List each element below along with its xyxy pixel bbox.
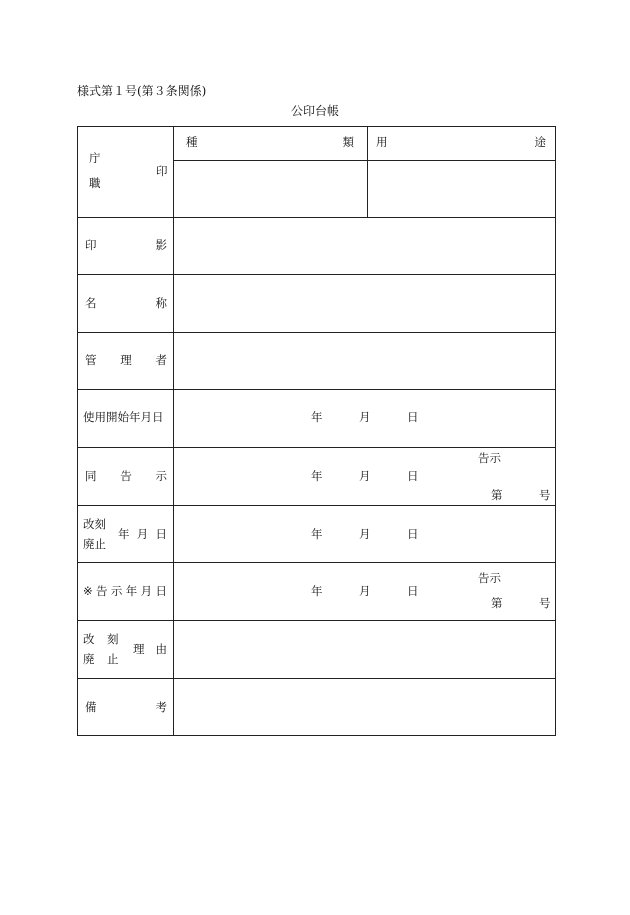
row-label-remarks xyxy=(85,702,167,714)
notice-char-3: 示 xyxy=(155,469,167,483)
rev-date-haishi-tomeru xyxy=(83,539,106,551)
nd-kokuji-label: 告示 xyxy=(478,571,501,585)
reason-label xyxy=(133,644,167,656)
notice-date-char-3: 示 xyxy=(110,584,123,598)
row-label-revision-reason xyxy=(77,620,173,678)
start-day-label: 日 xyxy=(407,410,419,424)
form-number: 様式第１号(第３条関係) xyxy=(77,84,207,98)
rev-date-char-3: 日 xyxy=(155,527,167,541)
office-seal-shoku: 職 xyxy=(89,176,101,190)
manager-char-3: 者 xyxy=(155,353,167,367)
row-label-revision-date xyxy=(77,505,173,562)
nd-day-label: 日 xyxy=(407,584,419,598)
seal-type-cell[interactable] xyxy=(174,161,367,217)
col-header-use xyxy=(376,137,546,149)
reason-kai: 改 xyxy=(83,632,95,646)
name-cell[interactable] xyxy=(174,275,555,332)
rev-date-kai-koku xyxy=(83,519,106,531)
reason-char-1: 理 xyxy=(133,642,145,656)
rev-date-label xyxy=(118,529,167,541)
row-label-manager xyxy=(85,355,167,367)
rev-koku: 刻 xyxy=(94,517,106,531)
manager-char-1: 管 xyxy=(85,353,97,367)
notice-go-label: 号 xyxy=(539,488,551,502)
rev-date-char-2: 月 xyxy=(136,527,149,541)
row-label-notice-date xyxy=(83,586,167,598)
manager-cell[interactable] xyxy=(174,333,555,389)
notice-char-2: 告 xyxy=(120,469,132,483)
reason-haishi: 廃 xyxy=(83,652,95,666)
notice-dai-label: 第 xyxy=(491,488,503,502)
rev-year-label: 年 xyxy=(311,527,323,541)
impression-char-1: 印 xyxy=(85,238,97,252)
notice-date-char-2: 告 xyxy=(96,584,108,598)
nd-month-label: 月 xyxy=(359,584,371,598)
start-year-label: 年 xyxy=(311,410,323,424)
office-seal-cho: 庁 xyxy=(89,151,101,165)
nd-dai-label: 第 xyxy=(491,596,503,610)
notice-date-char-6: 日 xyxy=(155,584,167,598)
reason-tomeru: 止 xyxy=(107,652,119,666)
notice-date-char-1: ※ xyxy=(83,584,93,598)
seal-use-cell[interactable] xyxy=(368,161,555,217)
impression-cell[interactable] xyxy=(174,218,555,274)
rev-kai: 改 xyxy=(83,517,95,531)
notice-year-label: 年 xyxy=(311,469,323,483)
col-header-type xyxy=(186,137,354,149)
notice-date-char-5: 月 xyxy=(140,584,153,598)
notice-kokuji-label: 告示 xyxy=(478,451,501,465)
notice-date-char-4: 年 xyxy=(125,584,138,598)
row-label-impression xyxy=(85,240,167,252)
nd-year-label: 年 xyxy=(311,584,323,598)
row-label-start-date: 使用開始年月日 xyxy=(83,410,164,424)
col-header-type-char-2: 類 xyxy=(342,135,354,149)
rev-month-label: 月 xyxy=(359,527,371,541)
office-seal-label xyxy=(77,126,173,217)
col-header-use-char-1: 用 xyxy=(376,135,388,149)
start-month-label: 月 xyxy=(359,410,371,424)
notice-day-label: 日 xyxy=(407,469,419,483)
manager-char-2: 理 xyxy=(120,353,132,367)
reason-koku: 刻 xyxy=(107,632,119,646)
name-char-1: 名 xyxy=(85,296,97,310)
office-seal-in: 印 xyxy=(156,164,168,178)
name-char-2: 称 xyxy=(155,296,167,310)
notice-char-1: 同 xyxy=(85,469,97,483)
row-label-notice xyxy=(85,471,167,483)
notice-month-label: 月 xyxy=(359,469,371,483)
rev-date-char-1: 年 xyxy=(118,527,130,541)
impression-char-2: 影 xyxy=(155,238,167,252)
rev-tomeru: 止 xyxy=(94,537,106,551)
remarks-cell[interactable] xyxy=(174,679,555,735)
rev-day-label: 日 xyxy=(407,527,419,541)
remarks-char-2: 考 xyxy=(155,700,167,714)
row-label-name xyxy=(85,298,167,310)
col-header-type-char-1: 種 xyxy=(186,135,198,149)
col-header-use-char-2: 途 xyxy=(534,135,546,149)
revision-reason-cell[interactable] xyxy=(174,621,555,678)
rev-haishi: 廃 xyxy=(83,537,95,551)
reason-char-2: 由 xyxy=(155,642,167,656)
nd-go-label: 号 xyxy=(539,596,551,610)
page-title: 公印台帳 xyxy=(290,104,339,118)
remarks-char-1: 備 xyxy=(85,700,97,714)
